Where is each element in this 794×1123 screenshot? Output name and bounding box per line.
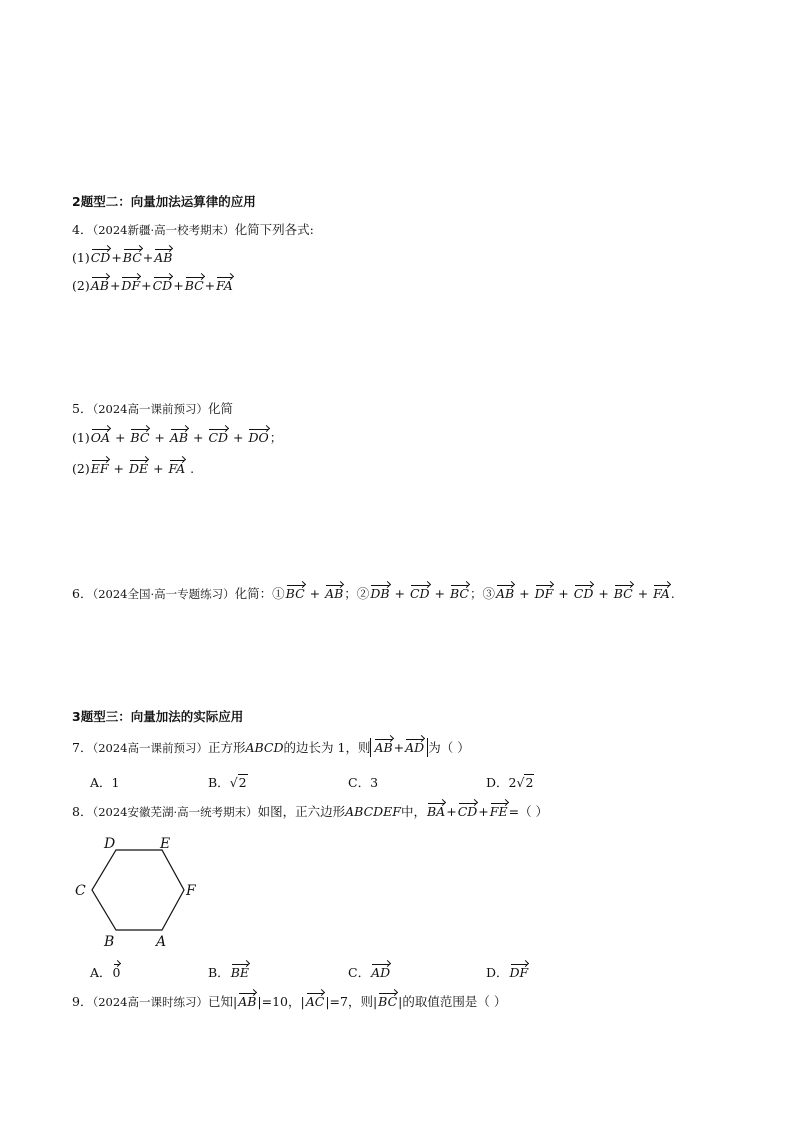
vector: FA: [653, 586, 670, 601]
vector: FA: [168, 461, 186, 476]
vector: CD: [152, 278, 173, 293]
question-text: 化简下列各式:: [234, 222, 314, 237]
option-a: A．1: [90, 775, 120, 790]
vector: DF: [509, 965, 529, 980]
question-6-stem: 6．（2024全国·高一专题练习）化简：①BC + AB；②DB + CD + BC；③AB + DF + CD + BC + FA.: [72, 586, 675, 601]
vector: AC: [305, 994, 325, 1009]
vertex-label-d: D: [104, 836, 116, 852]
question-text: 化简：: [234, 586, 273, 601]
vector: AD: [405, 740, 425, 755]
section-number: 3: [72, 709, 81, 724]
question-5-stem: [72, 400, 233, 418]
question-9-stem: [72, 992, 506, 1011]
vector: DO: [248, 430, 269, 445]
question-8-stem: 8．（2024安徽芜湖·高一统考期末）如图，正六边形ABCDEF中，BA+CD+FE=（ ）: [72, 804, 549, 819]
part-label: (1): [72, 250, 90, 265]
question-text: 为（ ）: [428, 740, 470, 755]
question-text: =（ ）: [508, 804, 549, 819]
question-5-part-2: (2)EF + DE + FA .: [72, 461, 195, 476]
question-text: |=7，则|: [325, 994, 378, 1009]
question-4-part-1: (1)CD+BC+AB: [72, 250, 173, 265]
vector: BC: [184, 278, 204, 293]
radicand: 2: [525, 775, 534, 790]
vector: BE: [230, 965, 249, 980]
section-title: 题型二：向量加法运算律的应用: [80, 194, 256, 209]
question-text: |的取值范围是（ ）: [398, 994, 507, 1009]
circled-number: ②: [356, 586, 370, 601]
option-b: [208, 963, 250, 981]
hexagon-figure: [70, 832, 210, 952]
section-number: 2: [72, 194, 81, 209]
question-text: |=10，|: [257, 994, 305, 1009]
question-number: 7．: [72, 740, 93, 755]
question-text: 正方形: [207, 740, 246, 755]
question-source: （2024高一课前预习）: [92, 741, 208, 755]
circled-number: ①: [272, 586, 285, 601]
option-label: A．: [90, 965, 112, 980]
question-number: 9．: [72, 994, 93, 1009]
section-title: 题型三：向量加法的实际应用: [80, 709, 244, 724]
option-d: [486, 773, 534, 791]
vector: AB: [169, 430, 189, 445]
punctuation: ；: [469, 586, 483, 601]
question-source: （2024高一课时练习）: [92, 995, 208, 1009]
sqrt: √2: [229, 775, 247, 790]
circled-number: ③: [482, 586, 495, 601]
punctuation: ；: [269, 430, 283, 445]
option-d: [486, 963, 529, 981]
vector: BC: [378, 994, 398, 1009]
vector: AB: [495, 586, 515, 601]
option-c: [348, 963, 391, 981]
coefficient: 2: [508, 775, 517, 790]
vector: CD: [208, 430, 229, 445]
option-b: [208, 773, 248, 791]
vertex-label-f: F: [186, 883, 196, 899]
vector: AB: [90, 278, 109, 293]
vector: CD: [457, 804, 478, 819]
part-label: (2): [72, 278, 90, 293]
vertex-label-b: B: [104, 934, 115, 950]
question-4-part-2: (2)AB+DF+CD+BC+FA: [72, 278, 233, 293]
vector: DF: [534, 586, 554, 601]
question-number: 6．: [72, 586, 93, 601]
question-source: （2024新疆·高一校考期末）: [92, 223, 235, 237]
vertex-label-e: E: [160, 836, 171, 852]
vector: DB: [370, 586, 390, 601]
punctuation: .: [190, 461, 195, 476]
vector: DF: [121, 278, 141, 293]
vector: CD: [90, 250, 111, 265]
part-label: (1): [72, 430, 90, 445]
question-text: 中，: [400, 804, 426, 819]
question-5-part-1: (1)OA + BC + AB + CD + DO；: [72, 430, 283, 445]
hexagon-outline: [92, 850, 184, 930]
option-label: D．: [486, 775, 509, 790]
punctuation: ；: [344, 586, 357, 601]
vector: BC: [122, 250, 142, 265]
question-4-stem: [72, 221, 314, 239]
vector: BA: [427, 804, 446, 819]
option-label: C．: [348, 965, 371, 980]
section-2-heading: [72, 193, 256, 211]
punctuation: .: [670, 586, 675, 601]
question-number: 4．: [72, 222, 93, 237]
question-source: （2024全国·高一专题练习）: [92, 587, 235, 601]
vector: OA: [90, 430, 110, 445]
question-number: 8．: [72, 804, 93, 819]
vector: DE: [128, 461, 149, 476]
vector: CD: [409, 586, 430, 601]
vector: BC: [449, 586, 469, 601]
vector: AD: [371, 965, 391, 980]
vertex-label-a: A: [156, 934, 167, 950]
vector: BC: [613, 586, 633, 601]
sqrt: √2: [516, 775, 534, 790]
zero-vector: 0: [112, 965, 121, 980]
question-text: 已知|: [207, 994, 238, 1009]
vector: AB: [374, 740, 393, 755]
section-3-heading: [72, 708, 243, 726]
option-c: C．3: [348, 775, 379, 790]
vector: FE: [489, 804, 508, 819]
question-text: 的边长为 1，则: [283, 740, 371, 755]
question-number: 5．: [72, 401, 93, 416]
option-label: B．: [208, 775, 230, 790]
question-text: 如图，正六边形: [257, 804, 346, 819]
vector: BC: [285, 586, 305, 601]
shape-name: ABCD: [245, 740, 284, 755]
question-7-stem: [72, 738, 470, 757]
vector: BC: [130, 430, 150, 445]
radicand: 2: [238, 775, 247, 790]
question-source: （2024安徽芜湖·高一统考期末）: [92, 805, 258, 819]
vector: AB: [238, 994, 257, 1009]
question-source: （2024高一课前预习）: [92, 402, 208, 416]
option-label: B．: [208, 965, 230, 980]
vector: FA: [216, 278, 233, 293]
vertex-label-c: C: [75, 883, 86, 899]
question-text: 化简: [207, 401, 233, 416]
vector: EF: [90, 461, 109, 476]
option-a: [90, 963, 121, 981]
part-label: (2): [72, 461, 90, 476]
shape-name: ABCDEF: [345, 804, 401, 819]
vector: CD: [573, 586, 594, 601]
vector: AB: [154, 250, 173, 265]
option-label: D．: [486, 965, 509, 980]
magnitude: AB+AD: [370, 738, 428, 757]
vector: AB: [325, 586, 344, 601]
